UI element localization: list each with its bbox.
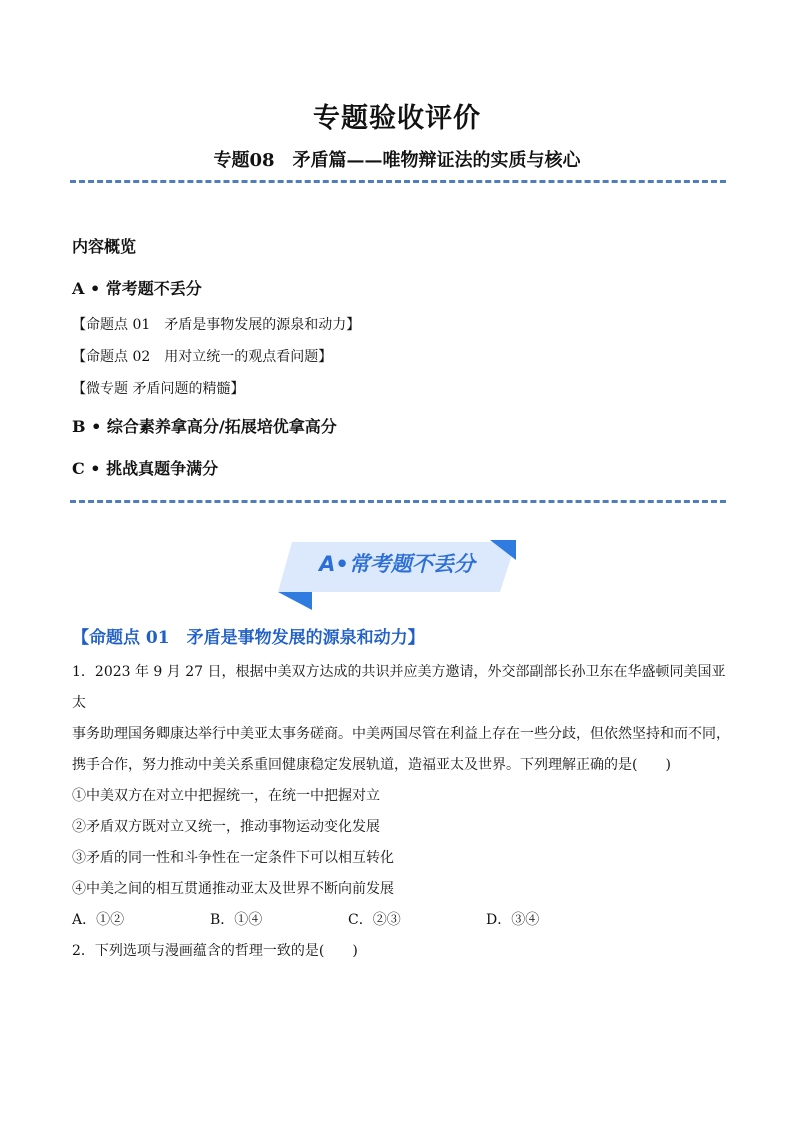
- question-line: 携手合作，努力推动中美关系重回健康稳定发展轨道，造福亚太及世界。下列理解正确的是( ): [72, 757, 671, 773]
- overview-item: 【命题点 01 矛盾是事物发展的源泉和动力】: [72, 317, 361, 333]
- question-line: 事务助理国务卿康达举行中美亚太事务磋商。中美两国尽管在利益上存在一些分歧，但依然坚持和而不同，: [72, 726, 730, 742]
- overview-item: 【命题点 02 用对立统一的观点看问题】: [72, 349, 333, 365]
- statement-2: ②矛盾双方既对立又统一，推动事物运动变化发展: [72, 819, 380, 835]
- option-b[interactable]: B．①④: [210, 912, 263, 928]
- banner-corner-bottom: [278, 592, 312, 610]
- document-subtitle: 专题08 矛盾篇——唯物辩证法的实质与核心: [213, 150, 581, 171]
- overview-item: 【微专题 矛盾问题的精髓】: [72, 381, 245, 397]
- divider-top: [70, 180, 726, 183]
- question-2: 2．下列选项与漫画蕴含的哲理一致的是( ): [72, 943, 358, 959]
- statement-3: ③矛盾的同一性和斗争性在一定条件下可以相互转化: [72, 850, 394, 866]
- overview-section-c: C • 挑战真题争满分: [72, 459, 219, 478]
- statement-4: ④中美之间的相互贯通推动亚太及世界不断向前发展: [72, 881, 394, 897]
- overview-section-a: A • 常考题不丢分: [72, 279, 202, 298]
- option-d[interactable]: D．③④: [486, 912, 540, 928]
- question-line: 1．2023 年 9 月 27 日，根据中美双方达成的共识并应美方邀请，外交部副部长孙卫东在华盛顿同美国亚太: [72, 664, 726, 711]
- overview-section-b: B • 综合素养拿高分/拓展培优拿高分: [72, 417, 337, 436]
- statement-1: ①中美双方在对立中把握统一，在统一中把握对立: [72, 788, 380, 804]
- divider-bottom: [70, 500, 726, 503]
- options-row: [72, 905, 732, 936]
- document-title: 专题验收评价: [313, 103, 481, 134]
- option-a[interactable]: A．①②: [72, 912, 125, 928]
- point-heading: 【命题点 01 矛盾是事物发展的源泉和动力】: [72, 628, 425, 648]
- banner-label: A•常考题不丢分: [319, 552, 475, 576]
- question-1: [72, 657, 732, 967]
- overview-heading: 内容概览: [72, 237, 137, 256]
- option-c[interactable]: C．②③: [348, 912, 401, 928]
